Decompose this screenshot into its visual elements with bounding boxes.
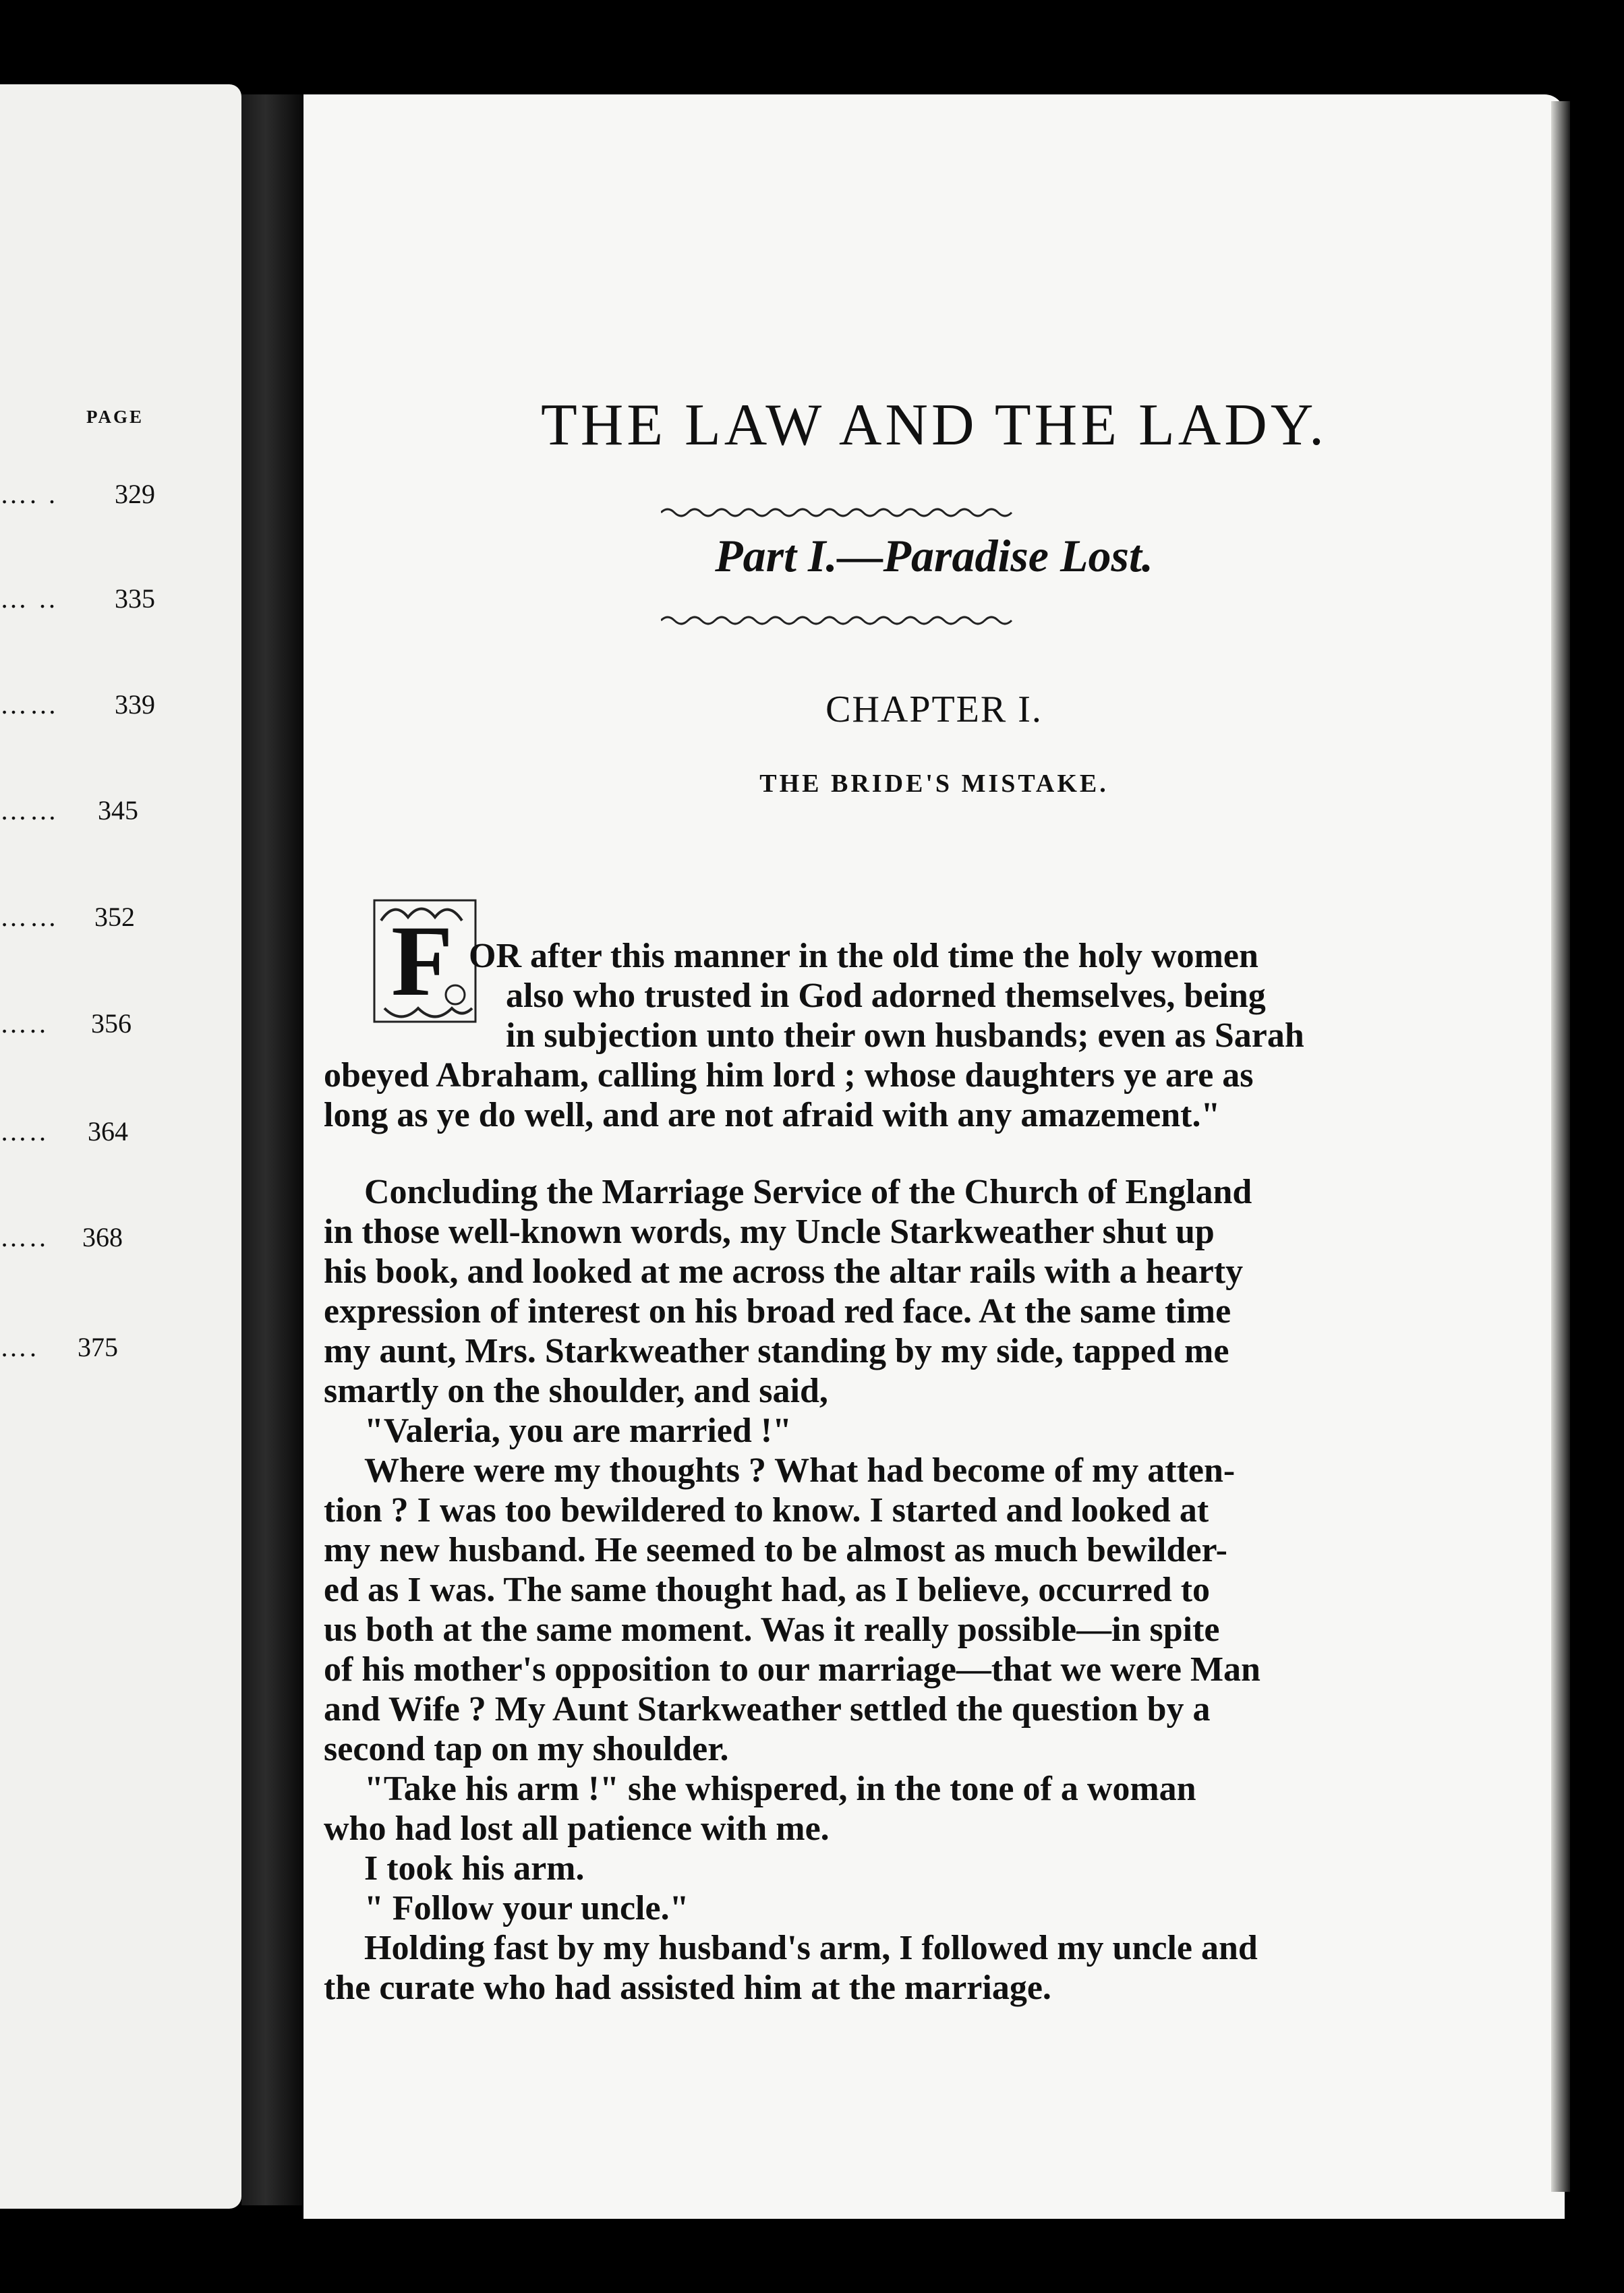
toc-page-number: 339	[115, 689, 155, 720]
toc-leader: …. .	[0, 479, 58, 509]
text-line: tion ? I was too bewildered to know. I started and looked at	[324, 1491, 1209, 1530]
toc-page-number: 375	[78, 1332, 118, 1362]
text-line: Where were my thoughts ? What had become of my atten-	[364, 1451, 1236, 1490]
toc-leader: …..	[0, 1116, 49, 1146]
text-line: Concluding the Marriage Service of the Church of England	[364, 1173, 1252, 1211]
text-line: also who trusted in God adorned themselves, being	[506, 977, 1266, 1015]
text-line: the curate who had assisted him at the marriage.	[324, 1969, 1051, 2007]
toc-row	[0, 790, 138, 831]
toc-leader: ……	[0, 902, 59, 932]
text-line: my aunt, Mrs. Starkweather standing by my side, tapped me	[324, 1332, 1229, 1370]
text-line: ed as I was. The same thought had, as I believe, occurred to	[324, 1571, 1211, 1609]
page-edge-shadow	[1551, 101, 1570, 2192]
drop-cap-letter: F	[391, 905, 453, 1017]
text-line: his book, and looked at me across the altar rails with a hearty	[324, 1252, 1244, 1291]
part-heading: Part I.—Paradise Lost.	[715, 530, 1153, 581]
chapter-title: THE BRIDE'S MISTAKE.	[759, 770, 1109, 798]
book-gutter	[241, 94, 302, 2205]
text-line: and Wife ? My Aunt Starkweather settled the question by a	[324, 1690, 1211, 1729]
toc-row	[0, 1111, 128, 1152]
right-page	[303, 94, 1565, 2219]
text-line: second tap on my shoulder.	[324, 1730, 729, 1768]
toc-row	[0, 1327, 118, 1368]
toc-page-number: 345	[98, 795, 138, 825]
toc-leader: ….	[0, 1332, 39, 1362]
text-line: OR after this manner in the old time the holy women	[469, 937, 1258, 975]
text-line: in subjection unto their own husbands; even as Sarah	[506, 1016, 1304, 1055]
text-line: who had lost all patience with me.	[324, 1809, 830, 1848]
chapter-heading: CHAPTER I.	[825, 689, 1043, 730]
text-line: long as ye do well, and are not afraid with any amazement."	[324, 1096, 1221, 1134]
toc-page-number: 352	[94, 902, 135, 932]
text-line: obeyed Abraham, calling him lord ; whose daughters ye are as	[324, 1056, 1254, 1095]
text-line: "Take his arm !" she whispered, in the tone of a woman	[364, 1770, 1196, 1808]
toc-page-number: 356	[91, 1008, 132, 1039]
toc-page-number: 329	[115, 479, 155, 509]
toc-page-number: 335	[115, 583, 155, 614]
toc-row	[0, 897, 135, 937]
text-line: of his mother's opposition to our marriage—that we were Man	[324, 1650, 1260, 1689]
text-line: us both at the same moment. Was it really possible—in spite	[324, 1610, 1220, 1649]
toc-page-number: 364	[88, 1116, 128, 1146]
text-line: "Valeria, you are married !"	[364, 1412, 792, 1450]
text-line: smartly on the shoulder, and said,	[324, 1372, 828, 1410]
toc-row	[0, 1004, 132, 1044]
toc-leader: …..	[0, 1008, 49, 1039]
text-line: expression of interest on his broad red face. At the same time	[324, 1292, 1231, 1331]
text-line: my new husband. He seemed to be almost as much bewilder-	[324, 1531, 1227, 1569]
book-title: THE LAW AND THE LADY.	[540, 393, 1328, 458]
body-text	[324, 1172, 1551, 2008]
toc-leader: ……	[0, 795, 59, 825]
toc-row	[0, 579, 155, 619]
text-line: in those well-known words, my Uncle Starkweather shut up	[324, 1213, 1215, 1251]
toc-leader: … ..	[0, 583, 58, 614]
toc-leader: …..	[0, 1222, 49, 1252]
text-line: " Follow your uncle."	[364, 1889, 689, 1927]
toc-leader: ……	[0, 689, 59, 720]
left-page	[0, 84, 241, 2209]
toc-page-header: PAGE	[86, 407, 144, 427]
toc-row	[0, 474, 155, 515]
opening-paragraph	[324, 936, 1551, 1135]
wavy-rule-top	[661, 502, 1018, 523]
toc-page-number: 368	[82, 1222, 123, 1252]
text-line: I took his arm.	[364, 1849, 585, 1888]
toc-row	[0, 1217, 123, 1258]
wavy-rule-bottom	[661, 610, 1018, 631]
text-line: Holding fast by my husband's arm, I followed my uncle and	[364, 1929, 1258, 1967]
toc-row	[0, 685, 155, 725]
